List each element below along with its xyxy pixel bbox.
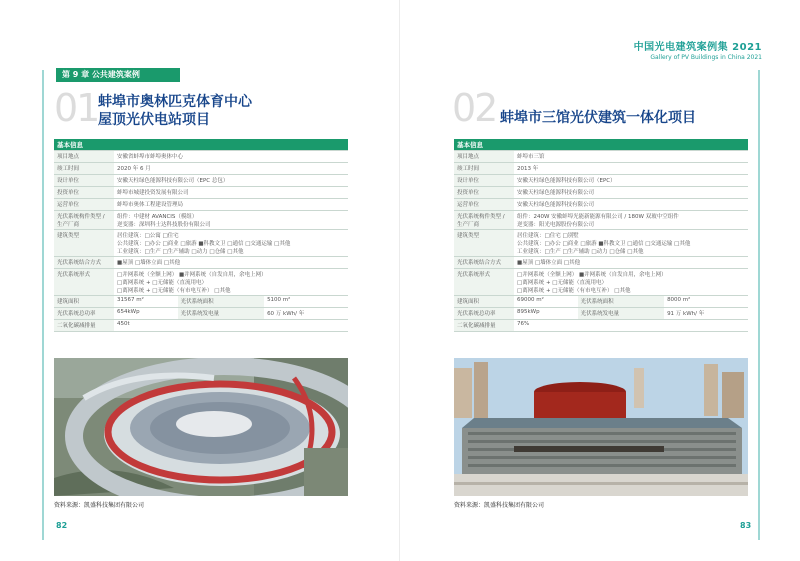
table-row xyxy=(54,163,348,175)
page-number: 83 xyxy=(740,521,752,530)
page-edge-left xyxy=(42,70,44,540)
table-row xyxy=(54,175,348,187)
table-row xyxy=(54,257,348,269)
row-value: 安徽天柱绿色能源科技有限公司（EPC） xyxy=(514,175,748,187)
table-row xyxy=(454,269,748,296)
table-row xyxy=(454,320,748,332)
right-page xyxy=(400,0,800,561)
row-key: 建筑面积 xyxy=(54,296,114,308)
table-row xyxy=(454,211,748,230)
row-value: 60 万 kWh/ 年 xyxy=(264,308,348,320)
row-key: 光伏系统面积 xyxy=(178,296,264,308)
page-number: 82 xyxy=(56,521,68,530)
row-value: 蚌埠市奥体工程建设管理局 xyxy=(114,199,348,211)
table-row xyxy=(454,230,748,257)
row-value: 蚌埠市城建投资发展有限公司 xyxy=(114,187,348,199)
row-value: 居住建筑：□住宅 □别墅 公共建筑：□办公 □商业 □旅游 ■科教文卫 □通信 □交通运输 □其他 工业建筑：□生产 □生产辅助 □动力 □仓储 □其他 xyxy=(514,230,748,257)
row-value: 76% xyxy=(514,320,748,332)
row-value: 654kWp xyxy=(114,308,178,320)
table-row xyxy=(454,151,748,163)
row-key: 光伏系统构件类型 / 生产厂商 xyxy=(54,211,114,230)
row-key: 光伏系统结合方式 xyxy=(454,257,514,269)
row-value: 组件：240W 安徽蚌埠光能新能源有限公司 / 180W 双玻中空组件 逆变器：阳光电源股份有限公司 xyxy=(514,211,748,230)
table-row xyxy=(454,199,748,211)
table-row xyxy=(54,320,348,332)
row-key: 竣工时间 xyxy=(454,163,514,175)
table-row xyxy=(54,269,348,296)
row-value: □并网系统（全额上网） ■并网系统（自发自用，余电上网） □离网系统 + □无储能（直流用电） □离网系统 + □无储能（有市电互补） □其他 xyxy=(514,269,748,296)
museum-image xyxy=(454,358,748,496)
table-row xyxy=(454,296,748,308)
row-value: 5100 m² xyxy=(264,296,348,308)
row-key: 光伏系统形式 xyxy=(454,269,514,296)
book-header xyxy=(634,38,762,61)
info-table xyxy=(54,139,348,332)
row-value: 2013 年 xyxy=(514,163,748,175)
chapter-label: 第 9 章 公共建筑案例 xyxy=(56,68,180,82)
page-edge-right xyxy=(758,70,760,540)
row-key: 光伏系统面积 xyxy=(578,296,664,308)
row-value: 895kWp xyxy=(514,308,578,320)
table-header: 基本信息 xyxy=(454,139,748,151)
row-key: 二氧化碳减排量 xyxy=(454,320,514,332)
row-value: 91 万 kWh/ 年 xyxy=(664,308,748,320)
row-key: 光伏系统形式 xyxy=(54,269,114,296)
row-key: 光伏系统构件类型 / 生产厂商 xyxy=(454,211,514,230)
book-subtitle: Gallery of PV Buildings in China 2021 xyxy=(650,54,762,61)
row-key: 项目地点 xyxy=(54,151,114,163)
case-number: 02 xyxy=(452,86,497,130)
row-value: 安徽天柱绿色能源科技有限公司（EPC 总包） xyxy=(114,175,348,187)
table-row xyxy=(454,163,748,175)
table-row xyxy=(54,151,348,163)
row-value: 8000 m² xyxy=(664,296,748,308)
row-key: 建筑类型 xyxy=(454,230,514,257)
row-key: 运营单位 xyxy=(54,199,114,211)
row-value: 31567 m² xyxy=(114,296,178,308)
case-title xyxy=(98,93,252,129)
row-value: 2020 年 6 月 xyxy=(114,163,348,175)
row-key: 设计单位 xyxy=(54,175,114,187)
row-value: 居住建筑：□公寓 □住宅 公共建筑：□办公 □商业 □旅游 ■科教文卫 □通信 □交通运输 □其他 工业建筑：□生产 □生产辅助 □动力 □仓储 □其他 xyxy=(114,230,348,257)
row-key: 光伏系统发电量 xyxy=(178,308,264,320)
row-value: □并网系统（全额上网） ■并网系统（自发自用，余电上网） □离网系统 + □无储能（直流用电） □离网系统 + □无储能（有市电互补） □其他 xyxy=(114,269,348,296)
row-key: 光伏系统总功率 xyxy=(454,308,514,320)
stadium-photo xyxy=(54,358,348,496)
row-key: 二氧化碳减排量 xyxy=(54,320,114,332)
row-key: 竣工时间 xyxy=(54,163,114,175)
row-value: 安徽天柱绿色能源科技有限公司 xyxy=(514,187,748,199)
row-key: 建筑面积 xyxy=(454,296,514,308)
case-number: 01 xyxy=(54,86,99,130)
row-key: 投资单位 xyxy=(454,187,514,199)
table-row xyxy=(54,187,348,199)
table-row xyxy=(54,308,348,320)
row-key: 光伏系统结合方式 xyxy=(54,257,114,269)
row-key: 光伏系统总功率 xyxy=(54,308,114,320)
row-value: ■屋顶 □墙体立面 □其他 xyxy=(514,257,748,269)
row-value: 69000 m² xyxy=(514,296,578,308)
row-key: 投资单位 xyxy=(54,187,114,199)
museum-photo xyxy=(454,358,748,496)
row-key: 光伏系统发电量 xyxy=(578,308,664,320)
row-value: 安徽天柱绿色能源科技有限公司 xyxy=(514,199,748,211)
table-row xyxy=(454,175,748,187)
case-title-line1: 蚌埠市三馆光伏建筑一体化项目 xyxy=(500,110,696,126)
row-value: ■屋顶 □墙体立面 □其他 xyxy=(114,257,348,269)
case-title-line1: 蚌埠市奥林匹克体育中心 xyxy=(98,94,252,110)
info-table xyxy=(454,139,748,332)
table-row xyxy=(54,199,348,211)
stadium-image xyxy=(54,358,348,496)
row-key: 项目地点 xyxy=(454,151,514,163)
book-title: 中国光电建筑案例集 2021 xyxy=(633,42,762,53)
table-row xyxy=(54,296,348,308)
table-row xyxy=(454,257,748,269)
row-value: 蚌埠市三馆 xyxy=(514,151,748,163)
photo-credit: 资料来源：凯盛科技集团有限公司 xyxy=(54,502,145,509)
row-value: 组件：中建材 AVANCIS（模组） 逆变器：深圳科士达科技股份有限公司 xyxy=(114,211,348,230)
table-row xyxy=(454,187,748,199)
row-value: 安徽省蚌埠市蚌埠奥体中心 xyxy=(114,151,348,163)
case-title-line2: 屋顶光伏电站项目 xyxy=(98,112,210,128)
table-header: 基本信息 xyxy=(54,139,348,151)
photo-credit: 资料来源：凯盛科技集团有限公司 xyxy=(454,502,545,509)
table-row xyxy=(54,211,348,230)
case-title xyxy=(500,109,696,127)
row-key: 设计单位 xyxy=(454,175,514,187)
row-key: 运营单位 xyxy=(454,199,514,211)
row-value: 450t xyxy=(114,320,348,332)
table-row xyxy=(454,308,748,320)
table-row xyxy=(54,230,348,257)
row-key: 建筑类型 xyxy=(54,230,114,257)
